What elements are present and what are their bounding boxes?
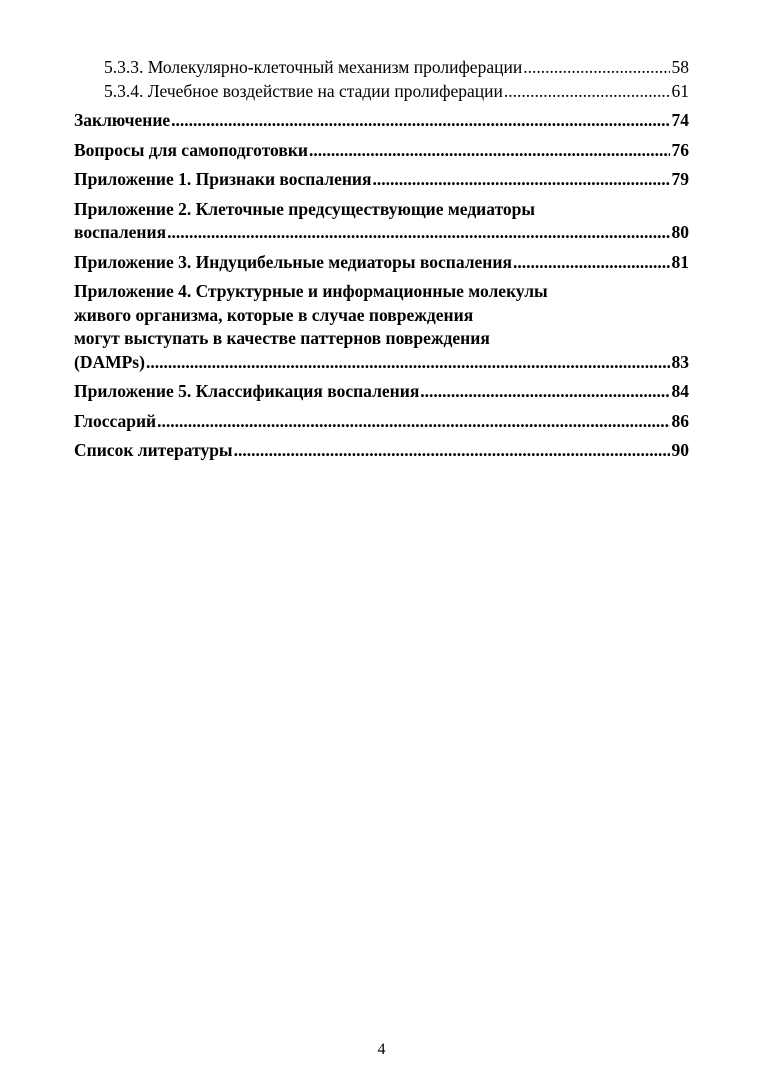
dot-leader	[157, 410, 669, 434]
toc-entry-title-line: Приложение 4. Структурные и информационные молекулы	[74, 281, 548, 301]
toc-entry-page: 86	[671, 410, 689, 431]
toc-entry[interactable]	[74, 439, 689, 463]
table-of-contents	[74, 56, 689, 463]
dot-leader	[171, 109, 669, 133]
toc-entry-title: Заключение	[74, 110, 171, 130]
dot-leader	[504, 80, 670, 104]
toc-entry-title: Приложение 1. Признаки воспаления	[74, 169, 372, 189]
toc-entry[interactable]	[74, 109, 689, 133]
toc-entry-page: 81	[671, 251, 689, 272]
toc-entry-page: 80	[671, 222, 689, 242]
toc-entry-title: Приложение 3. Индуцибельные медиаторы воспаления	[74, 251, 512, 272]
toc-entry[interactable]	[74, 56, 689, 80]
dot-leader	[309, 139, 670, 163]
toc-entry-title: Вопросы для самоподготовки	[74, 139, 308, 160]
toc-entry[interactable]	[74, 251, 689, 275]
toc-entry-title: (DAMPs)	[74, 351, 145, 372]
toc-entry[interactable]	[74, 380, 689, 404]
toc-entry-page: 90	[671, 440, 689, 460]
toc-entry-title: Приложение 5. Классификация воспаления	[74, 381, 420, 401]
toc-entry-title: воспаления	[74, 222, 167, 242]
toc-entry-page: 74	[671, 110, 689, 130]
page-number: 4	[377, 1041, 386, 1058]
toc-entry-page: 79	[671, 169, 689, 189]
toc-entry[interactable]	[74, 168, 689, 192]
toc-entry[interactable]	[74, 80, 689, 104]
dot-leader	[167, 221, 669, 245]
toc-entry-title: 5.3.4. Лечебное воздействие на стадии пролиферации	[104, 80, 503, 101]
toc-entry-title: Глоссарий	[74, 410, 157, 431]
toc-entry-page: 61	[671, 80, 689, 101]
toc-entry-title: Список литературы	[74, 440, 233, 460]
toc-entry[interactable]	[74, 139, 689, 163]
toc-entry-page: 84	[671, 381, 689, 401]
dot-leader	[513, 251, 670, 275]
dot-leader	[146, 351, 670, 375]
toc-entry[interactable]	[74, 410, 689, 434]
toc-entry-title-line: живого организма, которые в случае повреждения	[74, 304, 474, 325]
dot-leader	[372, 168, 669, 192]
toc-entry[interactable]	[74, 280, 689, 374]
dot-leader	[234, 439, 670, 463]
toc-entry-page: 83	[671, 351, 689, 372]
toc-entry-page: 76	[671, 139, 689, 160]
toc-entry-page: 58	[671, 57, 689, 77]
toc-entry-title-line: могут выступать в качестве паттернов повреждения	[74, 328, 490, 348]
toc-entry-title: 5.3.3. Молекулярно-клеточный механизм пролиферации	[104, 57, 523, 77]
toc-entry[interactable]	[74, 198, 689, 245]
dot-leader	[523, 56, 669, 80]
toc-entry-title-line: Приложение 2. Клеточные предсуществующие медиаторы	[74, 198, 536, 219]
dot-leader	[420, 380, 669, 404]
